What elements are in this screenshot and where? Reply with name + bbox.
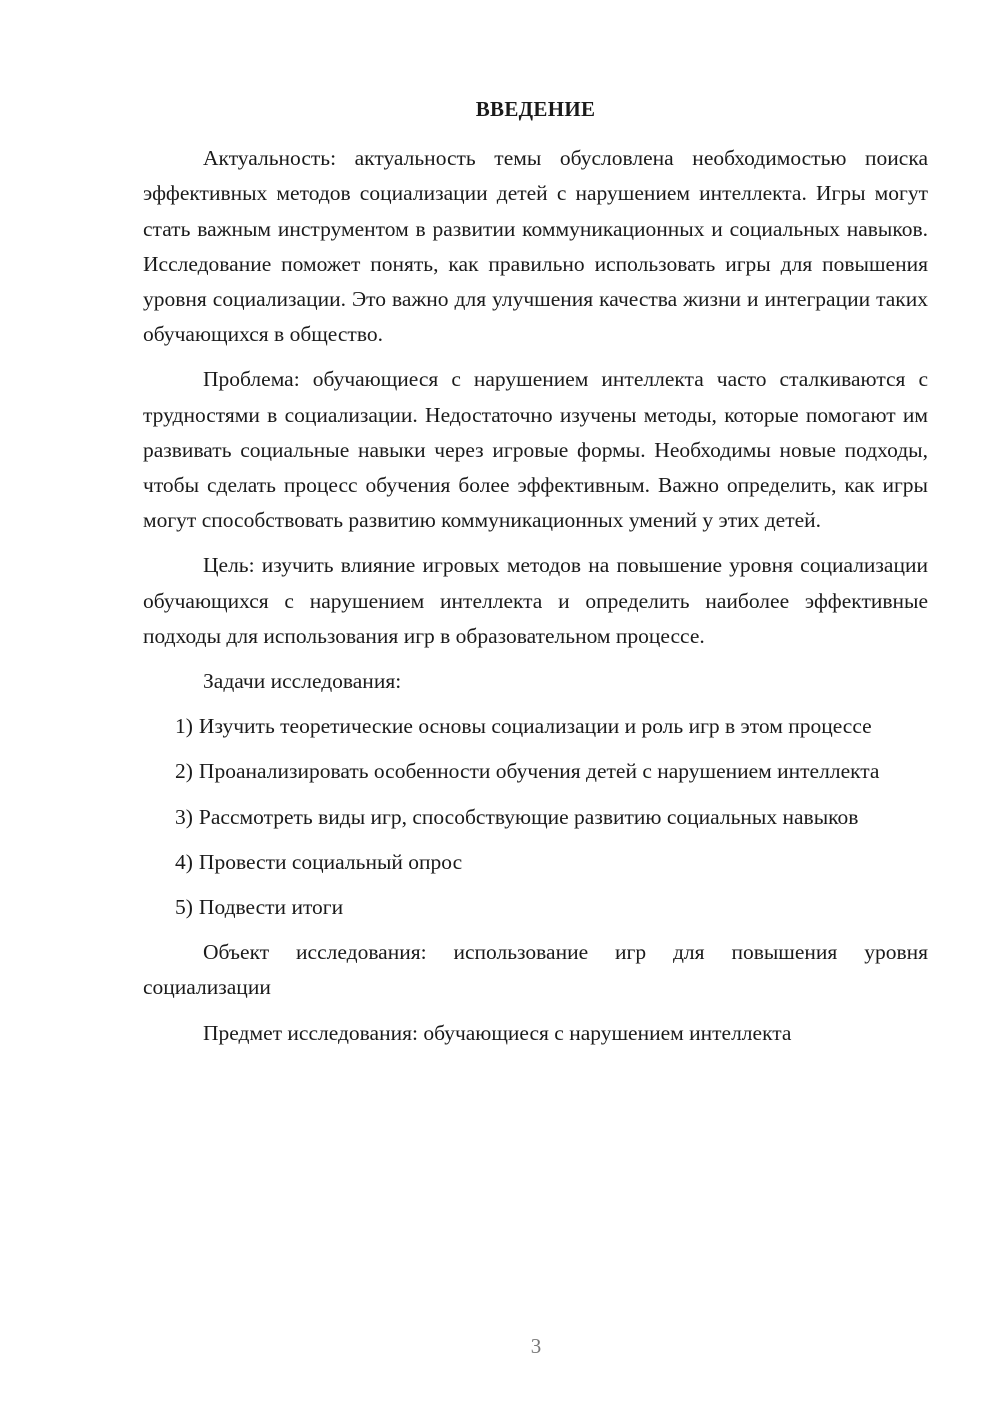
tasks-list <box>143 709 928 925</box>
list-item-number: 1) <box>175 714 193 739</box>
list-item <box>143 709 928 744</box>
list-item <box>143 845 928 880</box>
list-item <box>143 754 928 789</box>
list-item-text: Подвести итоги <box>198 895 344 920</box>
list-item <box>143 890 928 925</box>
page-title: ВВЕДЕНИЕ <box>475 97 596 121</box>
list-item-text: Рассмотреть виды игр, способствующие развитию социальных навыков <box>198 804 859 829</box>
list-item <box>143 800 928 835</box>
list-item-text: Проанализировать особенности обучения детей с нарушением интеллекта <box>198 759 880 784</box>
page-number: 3 <box>530 1334 542 1358</box>
document-page <box>143 92 928 1061</box>
paragraph-object: Объект исследования: использование игр для повышения уровня социализации <box>143 940 928 1000</box>
paragraph-goal: Цель: изучить влияние игровых методов на повышение уровня социализации обучающихся с нарушением интеллекта и определить наиболее эффективные подходы для использования игр в образовательном процессе. <box>143 553 928 648</box>
tasks-heading: Задачи исследования: <box>203 669 402 694</box>
list-item-number: 3) <box>175 804 193 829</box>
list-item-text: Провести социальный опрос <box>198 849 463 874</box>
list-item-number: 2) <box>175 759 193 784</box>
list-item-number: 5) <box>175 895 193 920</box>
paragraph-problem: Проблема: обучающиеся с нарушением интеллекта часто сталкиваются с трудностями в социализации. Недостаточно изучены методы, которые помогают им развивать социальные навыки через игровые формы. Необходимы новые подходы, чтобы сделать процесс обучения более эффективным. Важно определить, как игры могут способствовать развитию коммуникационных умений у этих детей. <box>143 367 928 533</box>
paragraph-subject: Предмет исследования: обучающиеся с нарушением интеллекта <box>203 1020 792 1045</box>
paragraph-relevance: Актуальность: актуальность темы обусловлена необходимостью поиска эффективных методов социализации детей с нарушением интеллекта. Игры могут стать важным инструментом в развитии коммуникационных и социальных навыков. Исследование поможет понять, как правильно использовать игры для повышения уровня социализации. Это важно для улучшения качества жизни и интеграции таких обучающихся в общество. <box>143 146 928 347</box>
list-item-number: 4) <box>175 849 193 874</box>
list-item-text: Изучить теоретические основы социализации и роль игр в этом процессе <box>198 714 872 739</box>
